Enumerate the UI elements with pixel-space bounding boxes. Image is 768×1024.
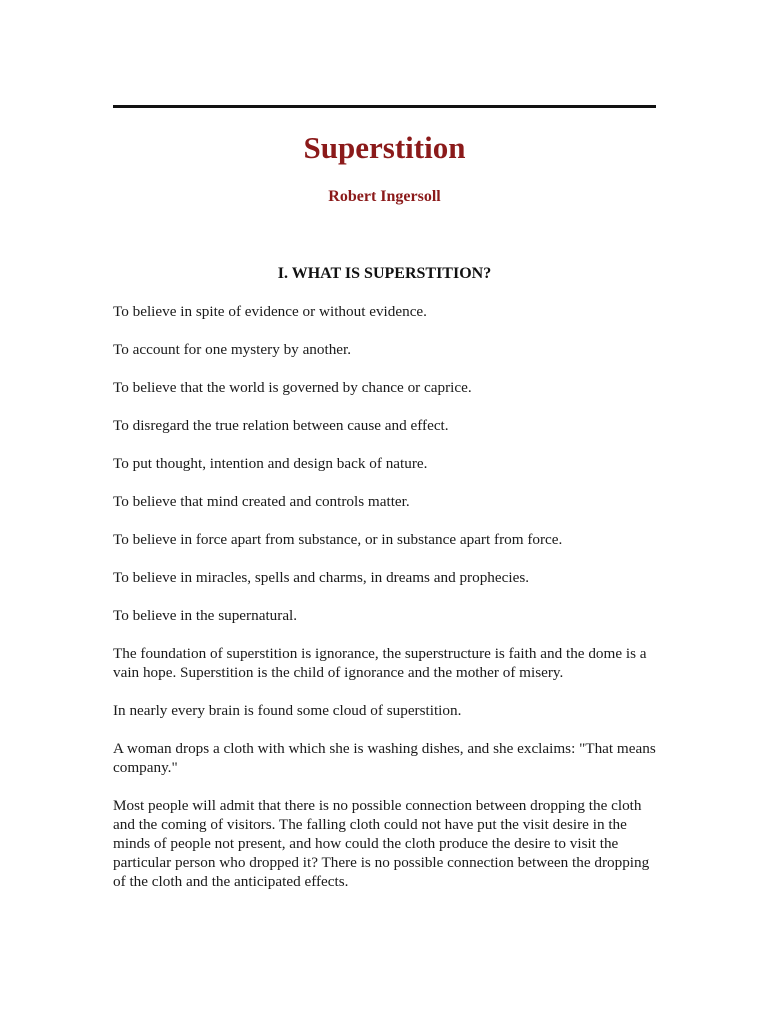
section-heading: I. WHAT IS SUPERSTITION? [277,265,492,282]
paragraph: To disregard the true relation between cause and effect. [113,417,449,434]
paragraph: To believe that mind created and controls matter. [113,493,410,510]
paragraph: To believe in the supernatural. [113,607,298,624]
paragraph: Most people will admit that there is no possible connection between dropping the cloth and the coming of visitors. The falling cloth could not have put the visit desire in the minds of people not present, and how could the cloth produce the desire to visit the particular person who dropped it? There is no possible connection between the dropping of the cloth and the anticipated effects. [113,797,650,890]
paragraph: To believe in miracles, spells and charms, in dreams and prophecies. [113,569,530,586]
body-text [113,302,656,910]
paragraph: The foundation of superstition is ignorance, the superstructure is faith and the dome is a vain hope. Superstition is the child of ignorance and the mother of misery. [113,645,647,681]
paragraph: A woman drops a cloth with which she is washing dishes, and she exclaims: "That means company." [113,740,656,776]
paragraph: To believe in spite of evidence or without evidence. [113,303,427,320]
paragraph: To put thought, intention and design back of nature. [113,455,428,472]
paragraph: To believe in force apart from substance, or in substance apart from force. [113,531,563,548]
document-title: Superstition [303,130,466,165]
top-rule [113,105,656,108]
paragraph: To believe that the world is governed by chance or caprice. [113,379,472,396]
document-author: Robert Ingersoll [328,188,441,205]
paragraph: To account for one mystery by another. [113,341,352,358]
paragraph: In nearly every brain is found some cloud of superstition. [113,702,462,719]
